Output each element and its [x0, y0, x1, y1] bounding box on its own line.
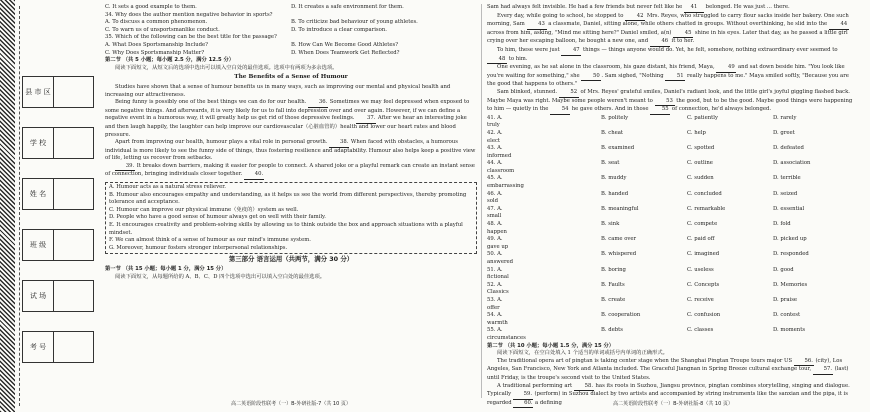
question-34: 34. Why does the author mention negative behavior in sports? [105, 11, 273, 18]
right-column: Sam had always felt invisible. He had a few friends but never felt like he 41 belonged. He was just ... there. Every day, while going to school, he stopped to 42 Mrs. Reyes, who struggled to carry flour sacks inside her bakery. One such morning, Sam 43 a classmate, Daniel, sitting alone, while others chatted in groups. Without overthinking, he slid into the 44 across from him, asking, "Mind me sitting here?" Daniel smiled, a(n) 45 shine in his eyes. Later that day, as he passed a little girl crying over her escaping balloon, he bought a new one, and 46 it to her. To him, these were just 47 things — things anyone would do. Yet, he felt, somehow, nothing extraordinary ever seemed to 48 to him. One evening, as he sat alone in the classroom, his gaze distant, his friend, Maya, 49 and sat down beside him. "You look like you're waiting for something," she 50 . Sam sighed, "Nothing 51 really happens to me." Maya smiled softly, "Because you are the good that happens to others." Sam blinked, stunned. 52 of Mrs. Reyes' grateful smiles, Daniel's radiant look, and the little girl's joyful giggling flashed back. Maybe Maya was right. Maybe some people weren't meant to 53 the good, but to be the good. Maybe good things were happening to him — quietly in the 54 he gave others. And in those 55 of connection, he'd always belonged. 41. A. truly B. politely C. patiently D. rarely 42. A. elect B. cheat C. help D. greet 43. A. informed B. examined C. spotted D. defeated 44. A. classroom B. seat C. outline D. association 45. A. embarrassing B. muddy C. sudden D. terrible 46. A. sold B. handed C. concluded D. seized 47. A. small B. meaningful C. remarkable D. essential 48. A. happen B. sink C. compete D. fold 49. A. gave up B. came over C. paid off D. picked up 50. A. answered B. whispered C. imagined D. responded 51. A. fictional B. boring C. useless D. good 52. A. Classics B. Faults C. Concepts D. Memories 53. A. offer B. create C. receive D. praise 54. A. warmth B. cooperation C. confusion D. contest 55. A. circumstances B. debts C. classes D. moments 第二节 （共 10 小题；每小题 1.5 分，满分 15 分） 阅读下面短文，在空白处填入 1 个适当的单词或括号内单词的正确形式。 The traditional opera art of pingtan is taking center stage when the Shanghai Pingtan Troupe tours major US 56. (city), Los Angeles, San Francisco, New York and Atlanta included. The Graceful Jiangnan in Spring Breeze cultural exchange tour, 57. (last) until Friday, is the troupe's second visit to the United States. A traditional performing art 58. has its roots in Suzhou, Jiangsu province, pingtan combines storytelling, singing and dialogue. Typically 59. (perform) in Suzhou dialect by two artists and accompanied by string instruments like the sanxian and the pipa, it is regarded 60. a defining [487, 4, 859, 408]
part-3-heading: 第三部分 语言运用（共两节，满分 30 分） [228, 255, 354, 264]
field-class: 班 级 [22, 229, 94, 261]
field-room: 试 场 [22, 280, 94, 312]
field-school: 学 校 [22, 127, 94, 159]
options-box: A. Humour acts as a natural stress reliever. B. Humour also encourages empathy and understanding, as it helps us see the world from different perspectives, thereby promoting tolerance and acceptance. C. Humour can improve our physical immune（免疫的）system as well. D. People who have a good sense of humour always get on well with their family. E. It encourages creativity and problem-solving skills by allowing us to think outside the box and approach situations with a playful mindset. F. We can almost think of a sense of humour as our mind's immune system. G. Moreover, humour fosters stronger interpersonal relationships. [105, 182, 477, 254]
section-2b-heading: 第二节 （共 10 小题；每小题 1.5 分，满分 15 分） [487, 342, 615, 349]
column-divider [481, 4, 482, 398]
section-2-heading: 第二节 （共 5 小题；每小题 2.5 分，满分 12.5 分） [105, 57, 235, 64]
passage-title: The Benefits of a Sense of Humour [234, 74, 348, 81]
field-id: 考 号 [22, 331, 94, 363]
left-column: C. It sets a good example to them. D. It creates a safe environment for them. 34. Why does the author mention negative behavior in sports? A. To discuss a common phenomenon. B. To criticize bad behaviour of young athletes. C. To warn us of unsportsmanlike conduct. D. To introduce a clear comparison. 35. Which of the following can be the best title for the passage? A. What Does Sportsmanship Include? B. How Can We Become Good Athletes? C. Why Does Sportsmanship Matter? D. When Does Teamwork Get Reflected? 第二节 （共 5 小题；每小题 2.5 分，满分 12.5 分） 阅读下面短文，从短文后的选项中选出可以填入空白处的最佳选项。选项中有两项为多余选项。 The Benefits of a Sense of Humour Studies have shown that a sense of humour benefits us in many ways, such as improving our mental and physical health and increasing our attractiveness. Being funny is possibly one of the best things we can do for our health. 36. Sometimes we may feel depressed when exposed to some negative things. And afterwards, it is very likely for us to fall into depression over and over again. However, if we can define a negative event in a humorous way, it will greatly help us get rid of those depressive feelings. 37. After we hear an interesting joke and then laugh happily, the laughter can help improve our cardiovascular（心脏血管的）health and lower our heart rates and blood pressure. Apart from improving our health, humour plays a vital role in personal growth. 38. When faced with obstacles, a humorous individual is more likely to see the funny side of things, thus fostering resilience and adaptability. Humour also helps keep a positive view of life, letting us recover from setbacks. 39. It breaks down barriers, making it easier for people to connect. A shared joke or a playful remark can create an instant sense of connection, bringing individuals closer together. 40. A. Humour acts as a natural stress reliever. B. Humour also encourages empathy and understanding, as it helps us see the world from different perspectives, thereby promoting tolerance and acceptance. C. Humour can improve our physical immune（免疫的）system as well. D. People who have a good sense of humour always get on well with their family. E. It encourages creativity and problem-solving skills by allowing us to think outside the box and approach situations with a playful mindset. F. We can almost think of a sense of humour as our mind's immune system. G. Moreover, humour fosters stronger interpersonal relationships. 第三部分 语言运用（共两节，满分 30 分） 第一节 （共 15 小题；每小题 1 分，满分 15 分） 阅读下面短文，从每题所给的 A、B、C、D 四个选项中选出可以填入空白处的最佳选项。 [105, 4, 476, 280]
choices-grid: 41. A. truly B. politely C. patiently D. rarely 42. A. elect B. cheat C. help D. greet 43. A. informed B. examined C. spotted D. defeated 44. A. classroom B. seat C. outline D. association 45. A. embarrassing B. muddy C. sudden D. terrible 46. A. sold B. handed C. concluded D. seized 47. A. small B. meaningful C. remarkable D. essential 48. A. happen B. sink C. compete D. fold 49. A. gave up B. came over C. paid off D. picked up 50. A. answered B. whispered C. imagined D. responded 51. A. fictional B. boring C. useless D. good 52. A. Classics B. Faults C. Concepts D. Memories 53. A. offer B. create C. receive D. praise 54. A. warmth B. cooperation C. confusion D. contest 55. A. circumstances B. debts C. classes D. moments [487, 114, 811, 341]
binding-stripe [0, 0, 15, 412]
field-name: 姓 名 [22, 178, 94, 210]
cut-line [19, 6, 20, 406]
binding-info [22, 76, 94, 382]
footer-right: 高二英语阶段性联考（一）B-外研社版-8（共 10 页） [613, 401, 733, 407]
footer-left: 高二英语阶段性联考（一）B-外研社版-7（共 10 页） [231, 401, 351, 407]
question-35: 35. Which of the following can be the best title for the passage? [105, 34, 277, 41]
field-county: 县 市 区 [22, 76, 94, 108]
